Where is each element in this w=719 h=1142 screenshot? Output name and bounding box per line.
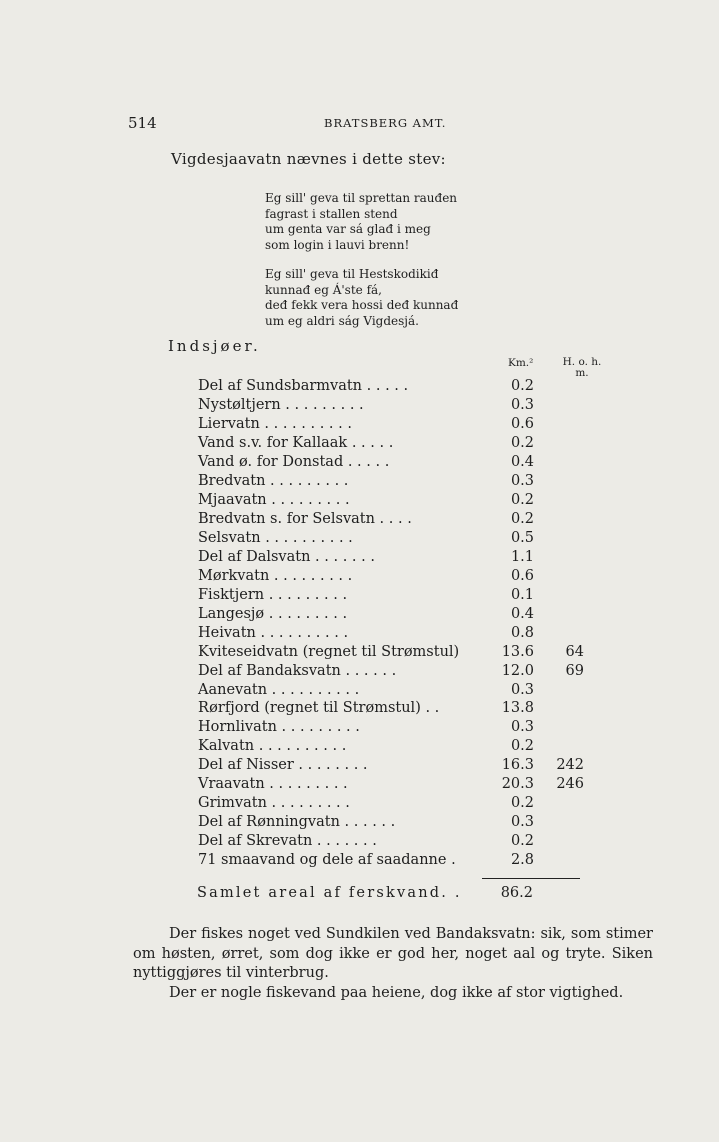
table-row (198, 851, 618, 870)
lake-name: 71 smaavand og dele af saadanne . (198, 852, 456, 869)
lake-name: Grimvatn . . . . . . . . . (198, 795, 350, 812)
verse-line: Eg sill' geva til sprettan rauđen (265, 191, 458, 205)
lake-area: 2.8 (510, 852, 534, 869)
lake-area: 0.3 (510, 719, 534, 736)
lake-area: 0.2 (510, 491, 534, 508)
lake-name: Nystøltjern . . . . . . . . . (198, 396, 364, 413)
height-header-line: H. o. h. (562, 356, 602, 368)
body-text (133, 925, 653, 1003)
lake-area: 0.5 (510, 529, 534, 546)
lake-height: 64 (565, 643, 584, 660)
table-row (198, 737, 618, 756)
table-row (198, 415, 618, 434)
lake-name: Langesjø . . . . . . . . . (198, 605, 348, 622)
table-row (198, 832, 618, 851)
table-row (198, 718, 618, 737)
lake-area: 13.6 (501, 643, 534, 660)
lake-area: 0.8 (510, 624, 534, 641)
lake-area: 0.3 (510, 472, 534, 489)
lake-name: Mjaavatn . . . . . . . . . (198, 491, 350, 508)
table-row (198, 699, 618, 718)
intro-line: Vigdesjaavatn nævnes i dette stev: (171, 150, 446, 168)
lake-area: 13.8 (501, 700, 534, 717)
page-number: 514 (128, 114, 157, 132)
table-row (198, 396, 618, 415)
paragraph: Der fiskes noget ved Sundkilen ved Bandaksvatn: sik, som stimer om høsten, ørret, som dog ikke er god her, noget aal og tryte. Siken nyttiggjøres til vinterbrug. (133, 926, 653, 981)
table-row (198, 529, 618, 548)
verse-line: kunnađ eg Á'ste fá, (265, 282, 382, 297)
lake-area: 20.3 (501, 776, 534, 793)
lake-name: Liervatn . . . . . . . . . . (198, 415, 352, 432)
table-row (198, 813, 618, 832)
table-row (198, 567, 618, 586)
lake-name: Kalvatn . . . . . . . . . . (198, 738, 347, 755)
paragraph: Der er nogle fiskevand paa heiene, dog ikke af stor vigtighed. (169, 984, 624, 1001)
verse-line: fagrast i stallen stend (265, 206, 398, 221)
lake-height: 246 (556, 776, 584, 793)
table-row (198, 662, 618, 681)
table-row (198, 586, 618, 605)
table-row (198, 510, 618, 529)
sum-rule (482, 878, 580, 879)
lake-area: 0.1 (510, 586, 534, 603)
table-row (198, 453, 618, 472)
lake-area: 0.2 (510, 795, 534, 812)
lake-name: Rørfjord (regnet til Strømstul) . . (198, 700, 440, 717)
lake-name: Del af Nisser . . . . . . . . (198, 757, 368, 774)
lake-name: Hornlivatn . . . . . . . . . (198, 719, 360, 736)
lake-name: Del af Dalsvatn . . . . . . . (198, 548, 375, 565)
height-header-line: m. (575, 367, 589, 379)
lake-name: Del af Skrevatn . . . . . . . (198, 833, 377, 850)
table-row (198, 548, 618, 567)
lake-area: 0.2 (510, 434, 534, 451)
table-row (198, 624, 618, 643)
verse-stanza-2 (265, 267, 458, 329)
table-row (198, 377, 618, 396)
table-row (198, 472, 618, 491)
lake-area: 0.3 (510, 681, 534, 698)
lake-area: 0.4 (510, 453, 534, 470)
verse-line: um eg aldri ság Vigdesjá. (265, 313, 419, 328)
lake-height: 69 (565, 662, 584, 679)
lake-name: Bredvatn . . . . . . . . . (198, 472, 349, 489)
verse-stanza-1 (265, 191, 457, 253)
area-column-header: Km.² (508, 357, 534, 369)
lake-name: Heivatn . . . . . . . . . . (198, 624, 349, 641)
lake-name: Bredvatn s. for Selsvatn . . . . (198, 510, 412, 527)
lake-name: Del af Sundsbarmvatn . . . . . (198, 378, 409, 394)
lake-area: 16.3 (501, 757, 534, 774)
lake-area: 0.2 (510, 833, 534, 850)
table-row (198, 434, 618, 453)
running-title: BRATSBERG AMT. (324, 116, 447, 130)
verse-line: som login i lauvi brenn! (265, 237, 410, 252)
table-row (198, 794, 618, 813)
verse-line: deđ fekk vera hossi deđ kunnađ (265, 298, 459, 312)
verse-line: Eg sill' geva til Hestskodikiđ (265, 267, 439, 281)
lake-height: 242 (556, 757, 584, 774)
page-header (128, 114, 458, 134)
lake-area: 0.4 (510, 605, 534, 622)
lake-name: Del af Bandaksvatn . . . . . . (198, 662, 397, 679)
total-row (197, 885, 542, 901)
table-row (198, 605, 618, 624)
lake-table (198, 377, 618, 870)
table-row (198, 681, 618, 700)
lake-area: 1.1 (510, 548, 534, 565)
total-value: 86.2 (500, 885, 533, 901)
table-row (198, 756, 618, 775)
height-column-header (554, 357, 610, 379)
lake-area: 0.2 (510, 738, 534, 755)
lake-area: 0.2 (510, 378, 534, 394)
lake-name: Vraavatn . . . . . . . . . (198, 776, 348, 793)
lake-name: Mørkvatn . . . . . . . . . (198, 567, 353, 584)
lake-area: 0.2 (510, 510, 534, 527)
lake-area: 12.0 (501, 662, 534, 679)
section-heading: Indsjøer. (168, 337, 261, 355)
lake-area: 0.6 (510, 415, 534, 432)
table-row (198, 643, 618, 662)
lake-name: Del af Rønningvatn . . . . . . (198, 814, 396, 831)
lake-name: Selsvatn . . . . . . . . . . (198, 529, 353, 546)
lake-name: Fisktjern . . . . . . . . . (198, 586, 348, 603)
lake-name: Vand s.v. for Kallaak . . . . . (198, 434, 394, 451)
table-row (198, 491, 618, 510)
lake-name: Aanevatn . . . . . . . . . . (198, 681, 360, 698)
lake-area: 0.6 (510, 567, 534, 584)
lake-name: Vand ø. for Donstad . . . . . (198, 453, 390, 470)
lake-area: 0.3 (510, 814, 534, 831)
verse-line: um genta var sá glađ i meg (265, 222, 431, 236)
total-label: Samlet areal af ferskvand. . (197, 885, 462, 901)
lake-name: Kviteseidvatn (regnet til Strømstul) (198, 643, 460, 660)
lake-area: 0.3 (510, 396, 534, 413)
table-row (198, 775, 618, 794)
